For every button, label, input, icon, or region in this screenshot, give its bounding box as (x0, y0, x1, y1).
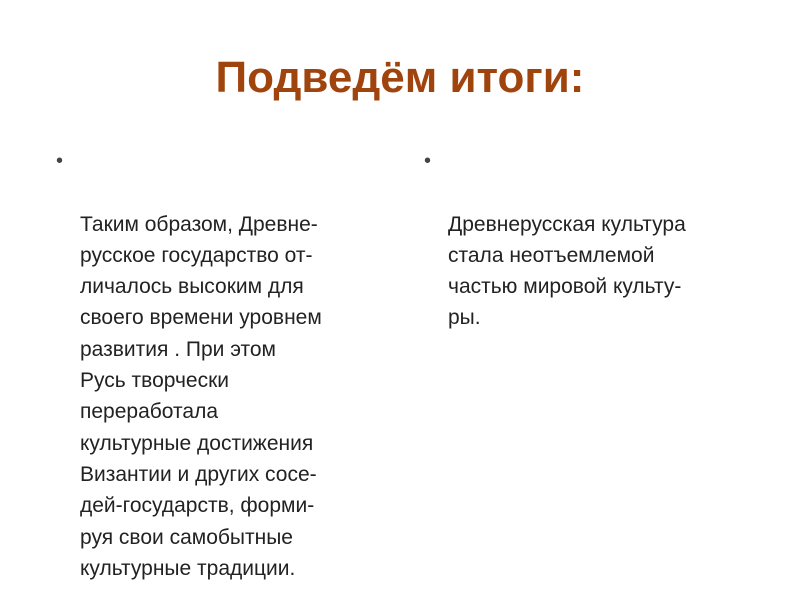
right-bullet-item (418, 146, 758, 334)
left-column-list (50, 146, 390, 584)
bullet-point-icon: • (56, 150, 64, 172)
left-bullet-item (50, 146, 390, 584)
slide-title: Подведём итоги: (215, 53, 585, 102)
right-column-list (418, 146, 758, 334)
bullet-point-icon: • (424, 150, 432, 172)
right-bullet-text: Древнерусская культура стала неотъемлемой частью мировой культу- ры. (448, 212, 686, 330)
left-bullet-text: Таким образом, Древне- русское государство от- личалось высоким для своего времени уровнем развития . При этом Русь творчески переработала культурные достижения Византии и других сосе- дей-государств, форми- руя свои самобытные культурные традиции. (80, 212, 322, 580)
